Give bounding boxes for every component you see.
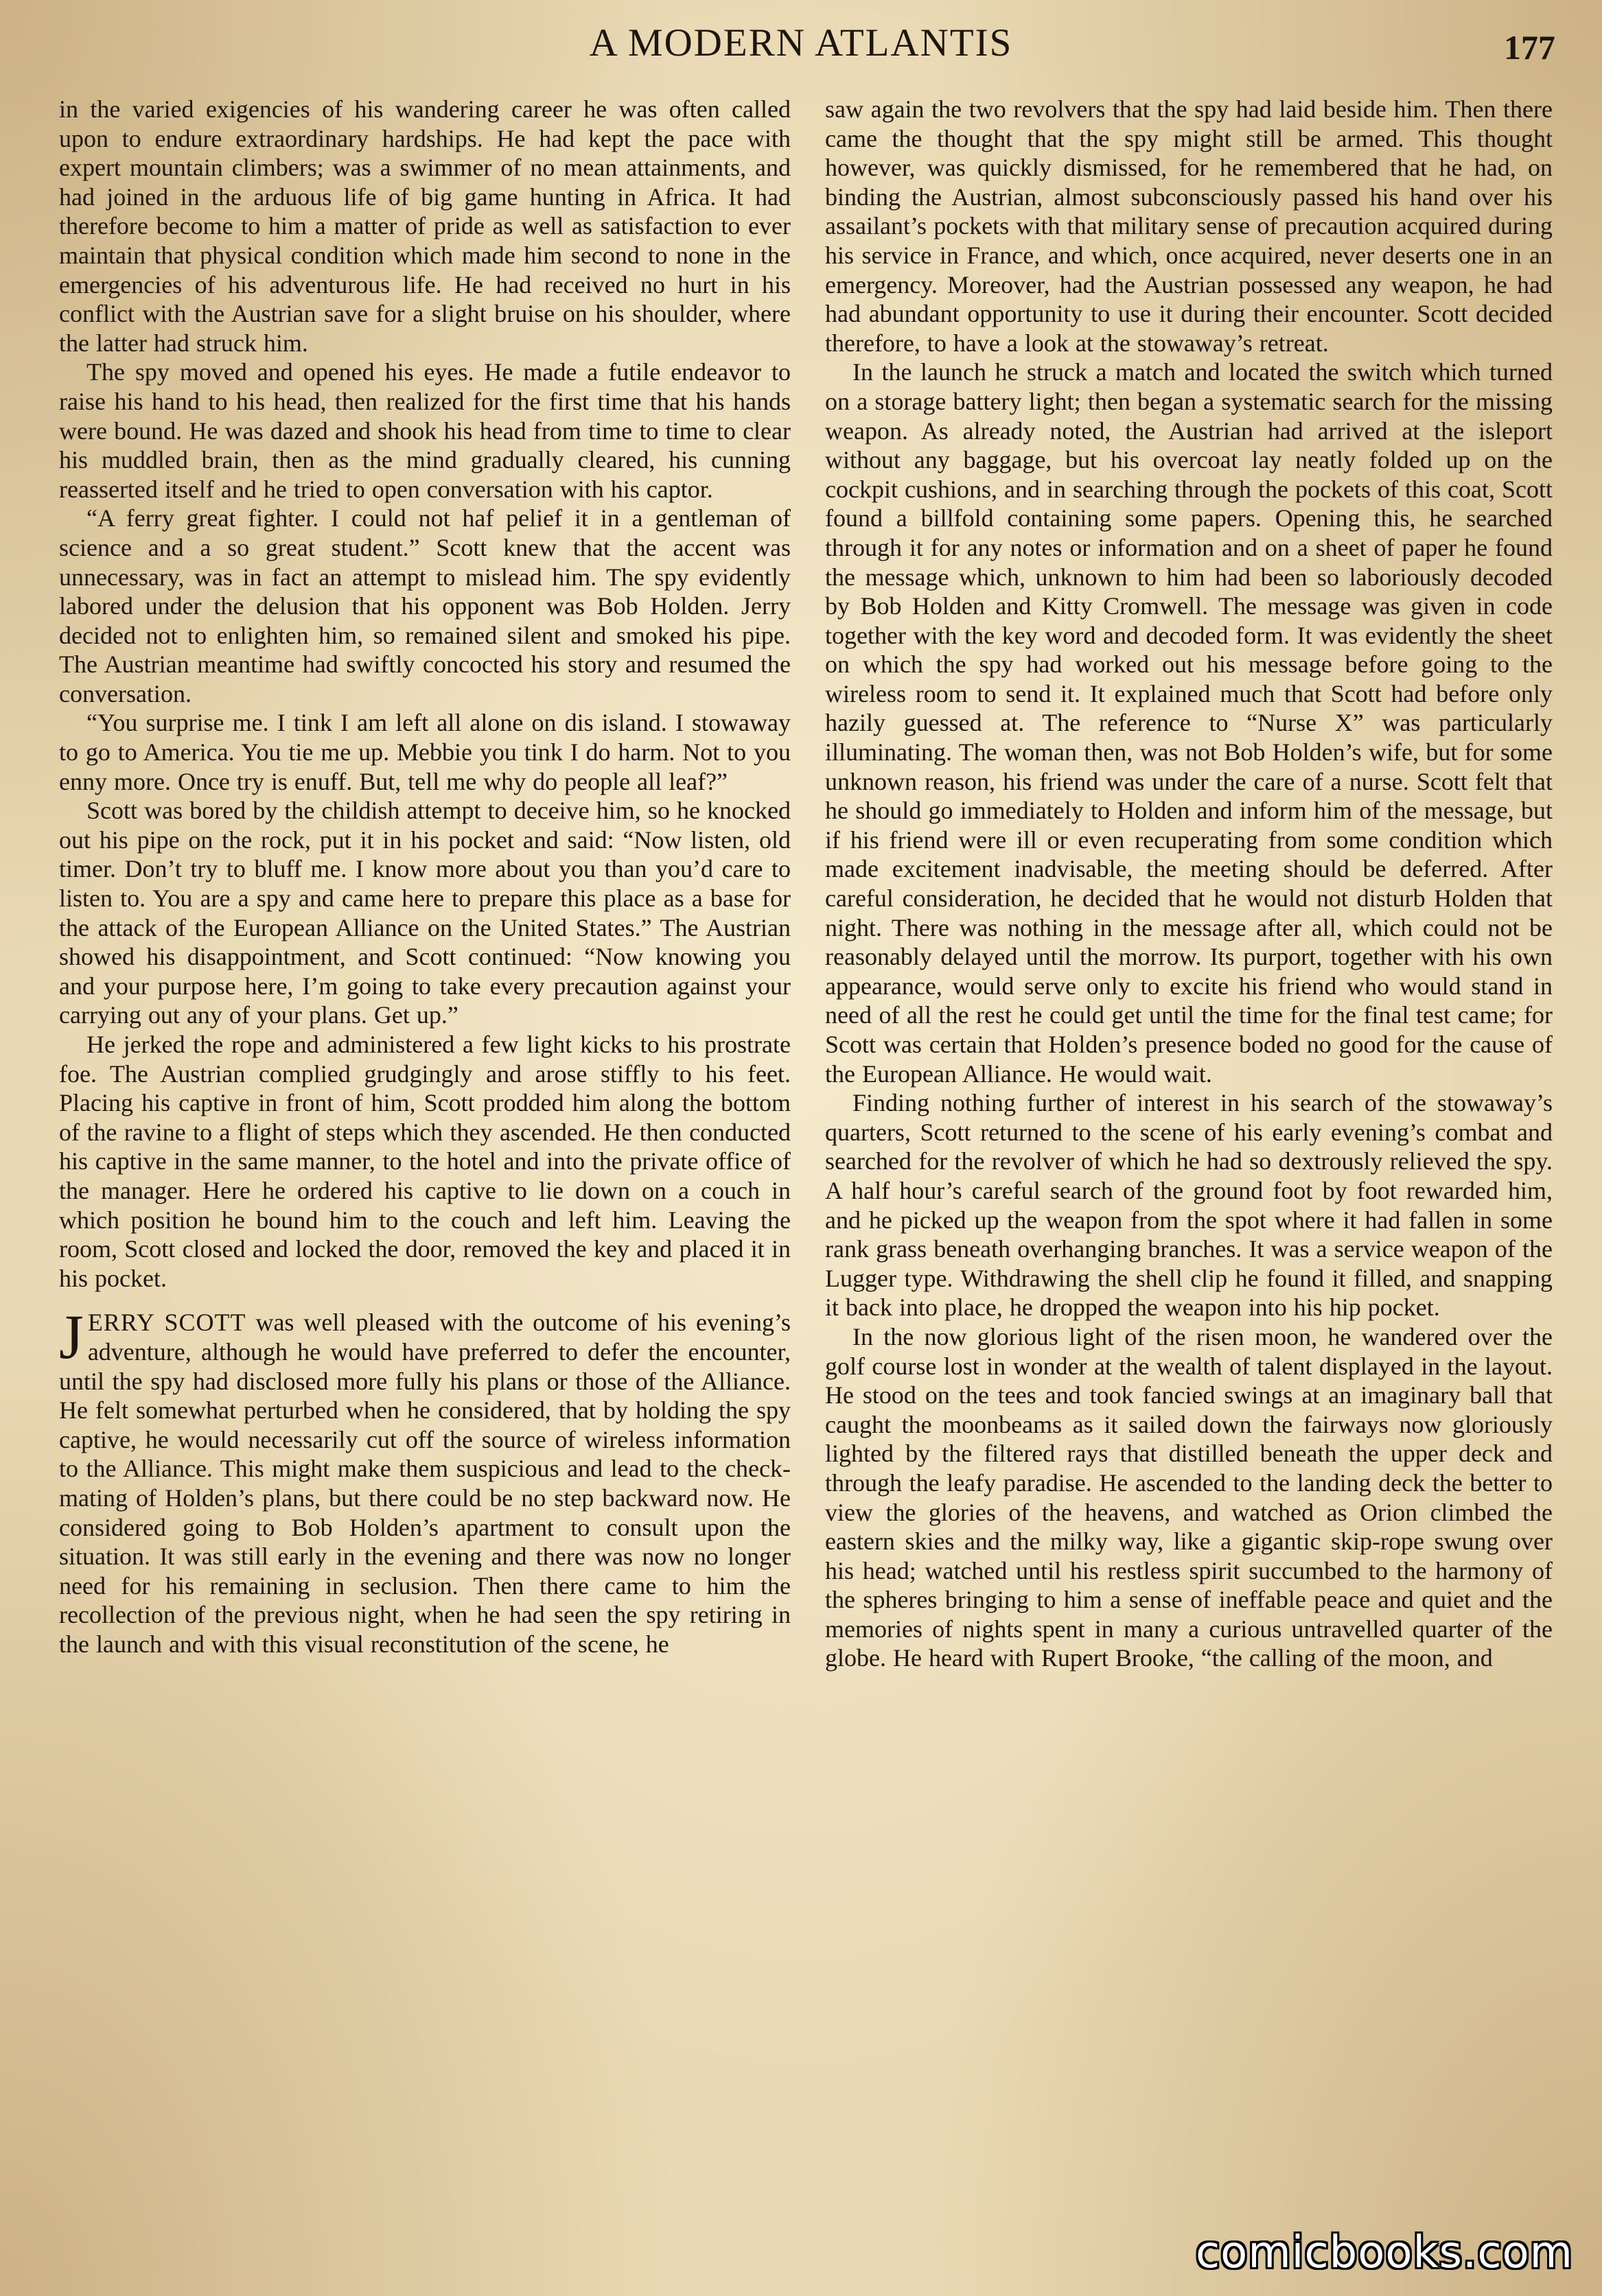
paragraph: The spy moved and opened his eyes. He made a futile endeavor to raise his hand to his head, then realized for the first time that his hands were bound. He was dazed and shook his head from time to time to clear his muddled brain, then as the mind gradually cleared, his cunning reasserted itself and he tried to open conversation with his captor. bbox=[59, 358, 791, 503]
paragraph: He jerked the rope and administered a few light kicks to his prostrate foe. The Austrian complied grudgingly and arose stiffly to his feet. Placing his captive in front of him, Scott prodded him along the bottom of the ravine to a flight of steps which they ascended. He then conducted his captive in the same manner, to the hotel and into the private office of the manager. Here he ordered his captive to lie down on a couch in which position he bound him to the couch and left him. Leaving the room, Scott closed and locked the door, removed the key and placed it in his pocket. bbox=[59, 1031, 791, 1292]
paragraph: “A ferry great fighter. I could not haf pelief it in a gentleman of science and a so great student.” Scott knew that the accent was unnecessary, was in fact an attempt to mislead him. The spy evidently labored under the delusion that his opponent was Bob Holden. Jerry decided not to enlighten him, so remained silent and smoked his pipe. The Austrian meantime had swiftly concocted his story and resumed the conversation. bbox=[59, 504, 791, 707]
section-lead-in: ERRY SCOTT bbox=[87, 1309, 246, 1337]
paragraph: Finding nothing further of interest in his search of the stowaway’s quarters, Scott returned to the scene of his early evening’s combat and searched for the revolver of which he had so dextrously relieved the spy. A half hour’s careful search of the ground foot by foot rewarded him, and he picked up the weapon from the spot where it had fallen in some rank grass beneath overhanging branches. It was a service weapon of the Lugger type. Withdrawing the shell clip he found it filled, and snapping it back into place, he dropped the weapon into his hip pocket. bbox=[825, 1089, 1553, 1322]
paragraph: “You surprise me. I tink I am left all alone on dis island. I stowaway to go to America. You tie me up. Mebbie you tink I do harm. Not to you enny more. Once try is enuff. But, tell me why do people all leaf?” bbox=[59, 709, 791, 795]
page-header bbox=[0, 19, 1602, 67]
site-watermark: comicbooks.com bbox=[1195, 2227, 1573, 2278]
left-column bbox=[59, 95, 791, 1659]
page-number: 177 bbox=[1504, 28, 1555, 67]
paragraph: In the now glorious light of the risen moon, he wandered over the golf course lost in wonder at the wealth of talent displayed in the layout. He stood on the tees and took fancied swings at an imaginary ball that caught the moonbeams as it sailed down the fairways now gloriously lighted by the filtered rays that distilled beneath the upper deck and through the leafy paradise. He ascended to the landing deck the better to view the glories of the heavens, and watched as Orion climbed the eastern skies and the milky way, like a gigantic skip-rope swung over his head; watched until his restless spirit succumbed to the harmony of the spheres bringing to him a sense of ineffable peace and quiet and the memories of nights spent in many a curious untravelled quarter of the globe. He heard with Rupert Brooke, “the calling of the moon, and bbox=[825, 1322, 1553, 1672]
section-text: was well pleased with the outcome of his evening’s adventure, although he would have preferred to defer the encounter, until the spy had disclosed more fully his plans or those of the Alliance. He felt somewhat perturbed when he considered, that by holding the spy captive, he would necessarily cut off the source of wireless information to the Alliance. This might make them suspicious and lead to the check-mating of Holden’s plans, but there could be no step backward now. He considered going to Bob Holden’s apartment to consult upon the situation. It was still early in the evening and there was now no longer need for his remaining in seclusion. Then there came to him the recollection of the previous night, when he had seen the spy retiring in the launch and with this visual reconstitution of the scene, he bbox=[59, 1309, 791, 1658]
drop-cap: J bbox=[59, 1302, 84, 1372]
paragraph: in the varied exigencies of his wandering career he was often called upon to endure extraordinary hardships. He had kept the pace with expert mountain climbers; was a swimmer of no mean attainments, and had joined in the arduous life of big game hunting in Africa. It had therefore become to him a matter of pride as well as satisfaction to ever maintain that physical condition which made him second to none in the emergencies of his adventurous life. He had received no hurt in his conflict with the Austrian save for a slight bruise on his shoulder, where the latter had struck him. bbox=[59, 95, 791, 357]
paragraph: saw again the two revolvers that the spy had laid beside him. Then there came the thought that the spy might still be armed. This thought however, was quickly dismissed, for he remembered that he had, on binding the Austrian, almost subconsciously passed his hand over his assailant’s pockets with that military sense of precaution acquired during his service in France, and which, once acquired, never deserts one in an emergency. Moreover, had the Austrian possessed any weapon, he had had abundant opportunity to use it during their encounter. Scott decided therefore, to have a look at the stowaway’s retreat. bbox=[825, 95, 1553, 357]
right-column bbox=[825, 95, 1553, 1673]
section-paragraph bbox=[59, 1302, 791, 1659]
paragraph: In the launch he struck a match and located the switch which turned on a storage battery light; then began a systematic search for the missing weapon. As already noted, the Austrian had arrived at the isleport without any baggage, but his overcoat lay neatly folded up on the cockpit cushions, and in searching through the pockets of this coat, Scott found a billfold containing some papers. Opening this, he searched through it for any notes or information and on a sheet of paper he found the message which, unknown to him had been so laboriously decoded by Bob Holden and Kitty Cromwell. The message was given in code together with the key word and decoded form. It was evidently the sheet on which the spy had worked out his message before going to the wireless room to send it. It explained much that Scott had before only hazily guessed at. The reference to “Nurse X” was particularly illuminating. The woman then, was not Bob Holden’s wife, but for some unknown reason, his friend was under the care of a nurse. Scott felt that he should go immediately to Holden and inform him of the message, but if his friend were ill or even recuperating from some condition which made excitement inadvisable, the meeting should be deferred. After careful consideration, he decided that he would not disturb Holden that night. There was nothing in the message after all, which could not be reasonably delayed until the morrow. Its purport, together with his own appearance, would serve only to excite his friend who would stand in need of all the rest he could get until the time for the final test came; for Scott was certain that Holden’s presence boded no good for the cause of the European Alliance. He would wait. bbox=[825, 358, 1553, 1088]
running-title: A MODERN ATLANTIS bbox=[589, 21, 1013, 65]
paragraph: Scott was bored by the childish attempt to deceive him, so he knocked out his pipe on the rock, put it in his pocket and said: “Now listen, old timer. Don’t try to bluff me. I know more about you than you’d care to listen to. You are a spy and came here to prepare this place as a base for the attack of the European Alliance on the United States.” The Austrian showed his disappointment, and Scott continued: “Now knowing you and your purpose here, I’m going to take every precaution against your carrying out any of your plans. Get up.” bbox=[59, 797, 791, 1029]
